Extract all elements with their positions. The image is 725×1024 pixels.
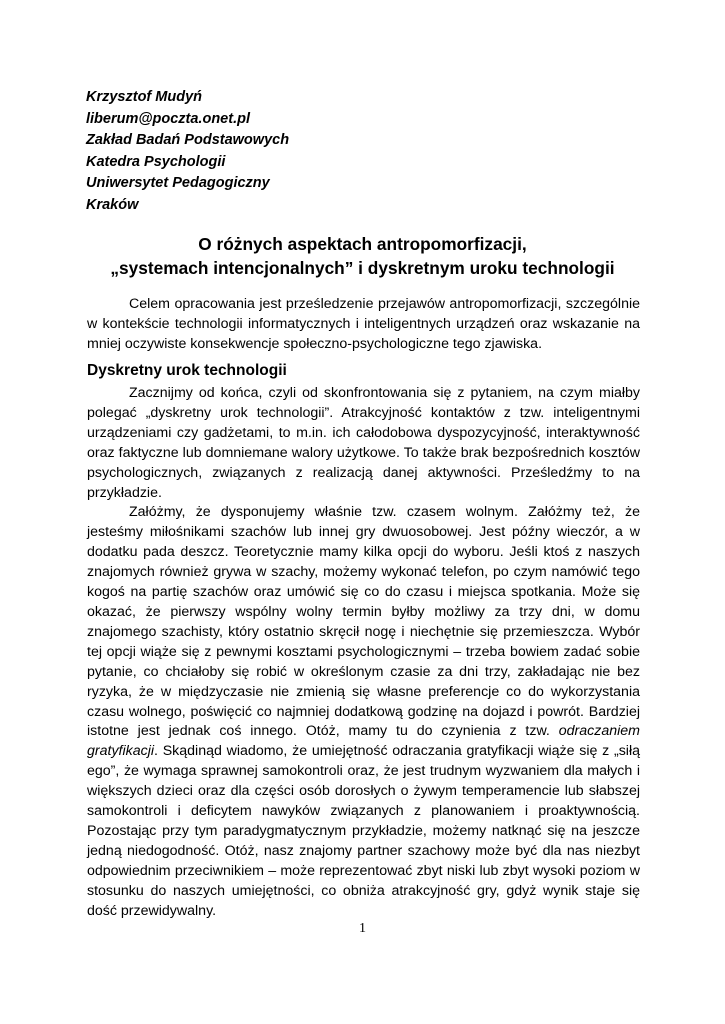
author-department: Zakład Badań Podstawowych: [86, 132, 290, 149]
author-university: Uniwersytet Pedagogiczny: [86, 175, 270, 192]
paragraph-1: Zacznijmy od końca, czyli od skonfrontowania się z pytaniem, na czym miałby polegać „dyskretny urok technologii”. Atrakcyjność kontaktów z tzw. inteligentnymi urządzeniami czy gadżetami, to m.in. ich całodobowa dyspozycyjność, interaktywność oraz faktyczne lub domniemane walory użytkowe. To także brak bezpośrednich kosztów psychologicznych, związanych z realizacją danej aktywności. Prześledźmy to na przykładzie.: [87, 385, 640, 501]
paragraph-2: [87, 503, 640, 921]
paragraph-2-part-1: Załóżmy, że dysponujemy właśnie tzw. czasem wolnym. Załóżmy też, że jesteśmy miłośnikami szachów lub innej gry dwuosobowej. Jest późny wieczór, a w dodatku pada deszcz. Teoretycznie mamy kilka opcji do wyboru. Jeśli ktoś z naszych znajomych również grywa w szachy, możemy wykonać telefon, po czym namówić tego kogoś na partię szachów oraz umówić się co do czasu i miejsca spotkania. Może się okazać, że pierwszy wspólny wolny termin byłby możliwy za trzy dni, w domu znajomego szachisty, który ostatnio skręcił nogę i niechętnie się przemieszcza. Wybór tej opcji wiąże się z pewnymi kosztami psychologicznymi – trzeba bowiem zadać sobie pytanie, co chciałoby się robić w określonym czasie za dni trzy, zakładając nie bez ryzyka, że w międzyczasie nie zmienią się własne preferencje co do wykorzystania czasu wolnego, poświęcić co najmniej dodatkową godzinę na dojazd i powrót. Bardziej istotne jest jednak coś innego. Otóż, mamy tu do czynienia z tzw.: [87, 504, 640, 740]
intro-paragraph: Celem opracowania jest prześledzenie przejawów antropomorfizacji, szczególnie w kontekście technologii informatycznych i inteligentnych urządzeń oraz wskazanie na mniej oczywiste konsekwencje społeczno-psychologiczne tego zjawiska.: [87, 296, 640, 352]
author-email: liberum@poczta.onet.pl: [86, 110, 250, 127]
author-chair: Katedra Psychologii: [86, 153, 226, 170]
emphasis-term: odraczaniem gratyfikacji: [87, 723, 640, 760]
document-title: [40, 232, 685, 280]
title-line-1: O różnych aspektach antropomorfizacji,: [198, 234, 527, 254]
section-body: [87, 384, 640, 921]
section-heading: Dyskretny urok technologii: [87, 362, 287, 379]
author-block: [86, 87, 289, 217]
title-line-2: „systemach intencjonalnych” i dyskretnym uroku technologii: [110, 258, 615, 278]
intro-section: [87, 295, 640, 355]
author-city: Kraków: [86, 196, 139, 213]
author-name: Krzysztof Mudyń: [86, 89, 202, 105]
page-number: 1: [359, 921, 366, 936]
paragraph-2-part-2: . Skądinąd wiadomo, że umiejętność odraczania gratyfikacji wiąże się z „siłą ego”, że wymaga sprawnej samokontroli oraz, że jest trudnym wyzwaniem dla małych i większych dzieci oraz dla części osób dorosłych o żywym temperamencie lub słabszej samokontroli i deficytem nawyków związanych z planowaniem i proaktywnością. Pozostając przy tym paradygmatycznym przykładzie, możemy natknąć się na jeszcze jedną niedogodność. Otóż, nasz znajomy partner szachowy może być dla nas niezbyt odpowiednim przeciwnikiem – może reprezentować zbyt niski lub zbyt wysoki poziom w stosunku do naszych umiejętności, co obniża atrakcyjność gry, gdyż wynik staje się dość przewidywalny.: [87, 743, 640, 919]
